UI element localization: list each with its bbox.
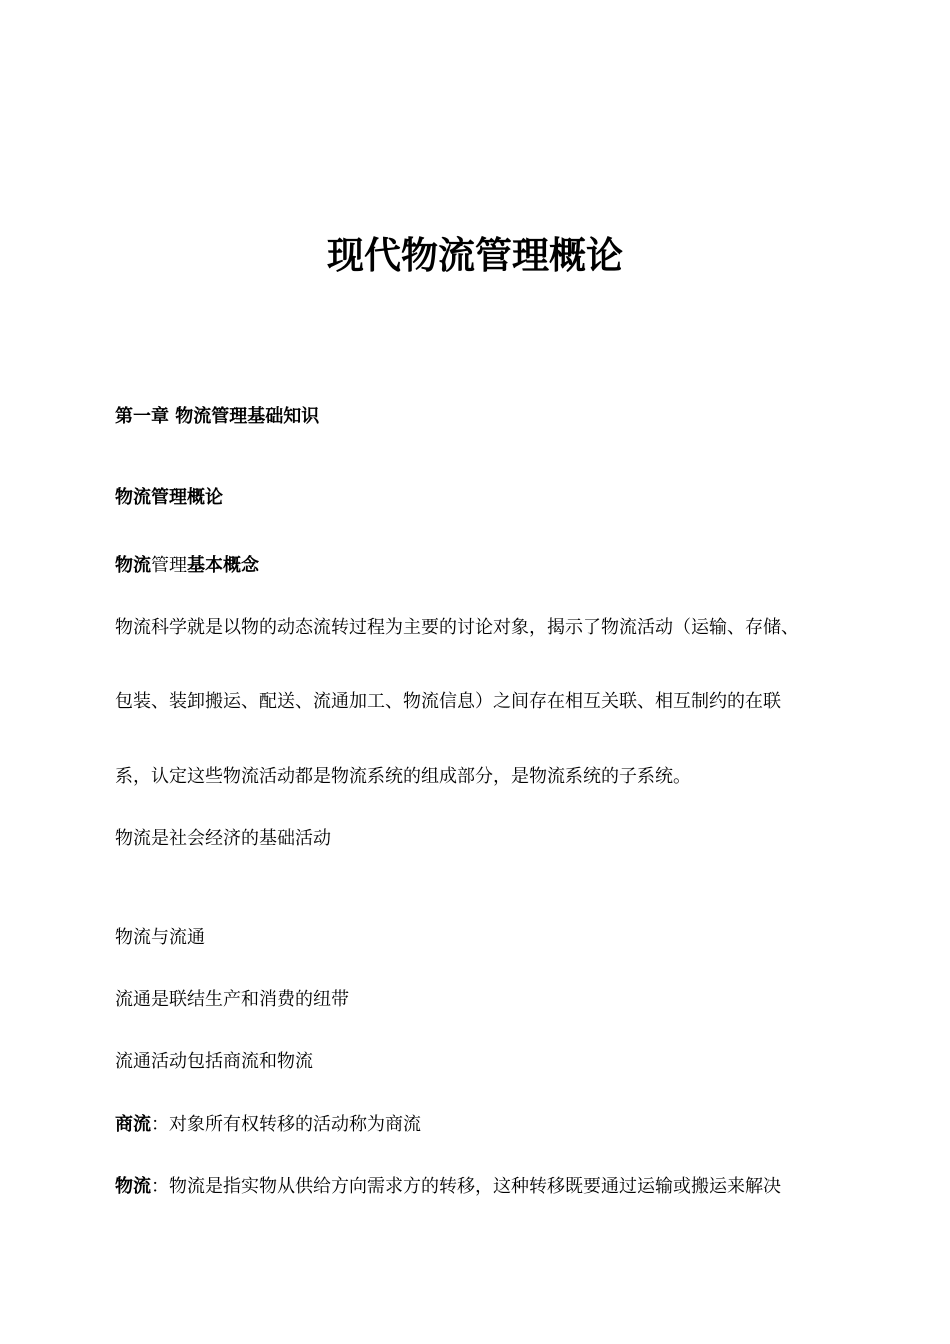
- commerce-flow-text: ：对象所有权转移的活动称为商流: [151, 1114, 421, 1135]
- commerce-flow-term: 商流: [115, 1114, 151, 1135]
- text-logistics-circulation: 物流与流通: [115, 927, 205, 948]
- paragraph-line-2: 包装、装卸搬运、配送、流通加工、物流信息）之间存在相互关联、相互制约的在联: [115, 691, 781, 712]
- logistics-flow-text: ：物流是指实物从供给方向需求方的转移，这种转移既要通过运输或搬运来解决: [151, 1176, 781, 1197]
- document-title: 现代物流管理概论: [327, 234, 623, 277]
- text-circulation-link: 流通是联结生产和消费的纽带: [115, 989, 349, 1010]
- text-circulation-includes: 流通活动包括商流和物流: [115, 1051, 313, 1072]
- commerce-flow-definition: [115, 1112, 875, 1138]
- section-heading: 物流管理概论: [115, 487, 223, 508]
- subsection-heading-part3: 基本概念: [187, 555, 259, 576]
- paragraph-line-1: 物流科学就是以物的动态流转过程为主要的讨论对象，揭示了物流活动（运输、存储、: [115, 617, 799, 638]
- paragraph-line-3: 系，认定这些物流活动都是物流系统的组成部分，是物流系统的子系统。: [115, 766, 691, 787]
- subsection-heading-part1: 物流: [115, 555, 151, 576]
- subsection-heading-part2: 管理: [151, 555, 187, 576]
- subsection-heading: [115, 553, 875, 579]
- logistics-flow-definition: [115, 1174, 875, 1200]
- chapter-heading: 第一章 物流管理基础知识: [115, 406, 320, 427]
- text-basic-activity: 物流是社会经济的基础活动: [115, 828, 331, 849]
- logistics-flow-term: 物流: [115, 1176, 151, 1197]
